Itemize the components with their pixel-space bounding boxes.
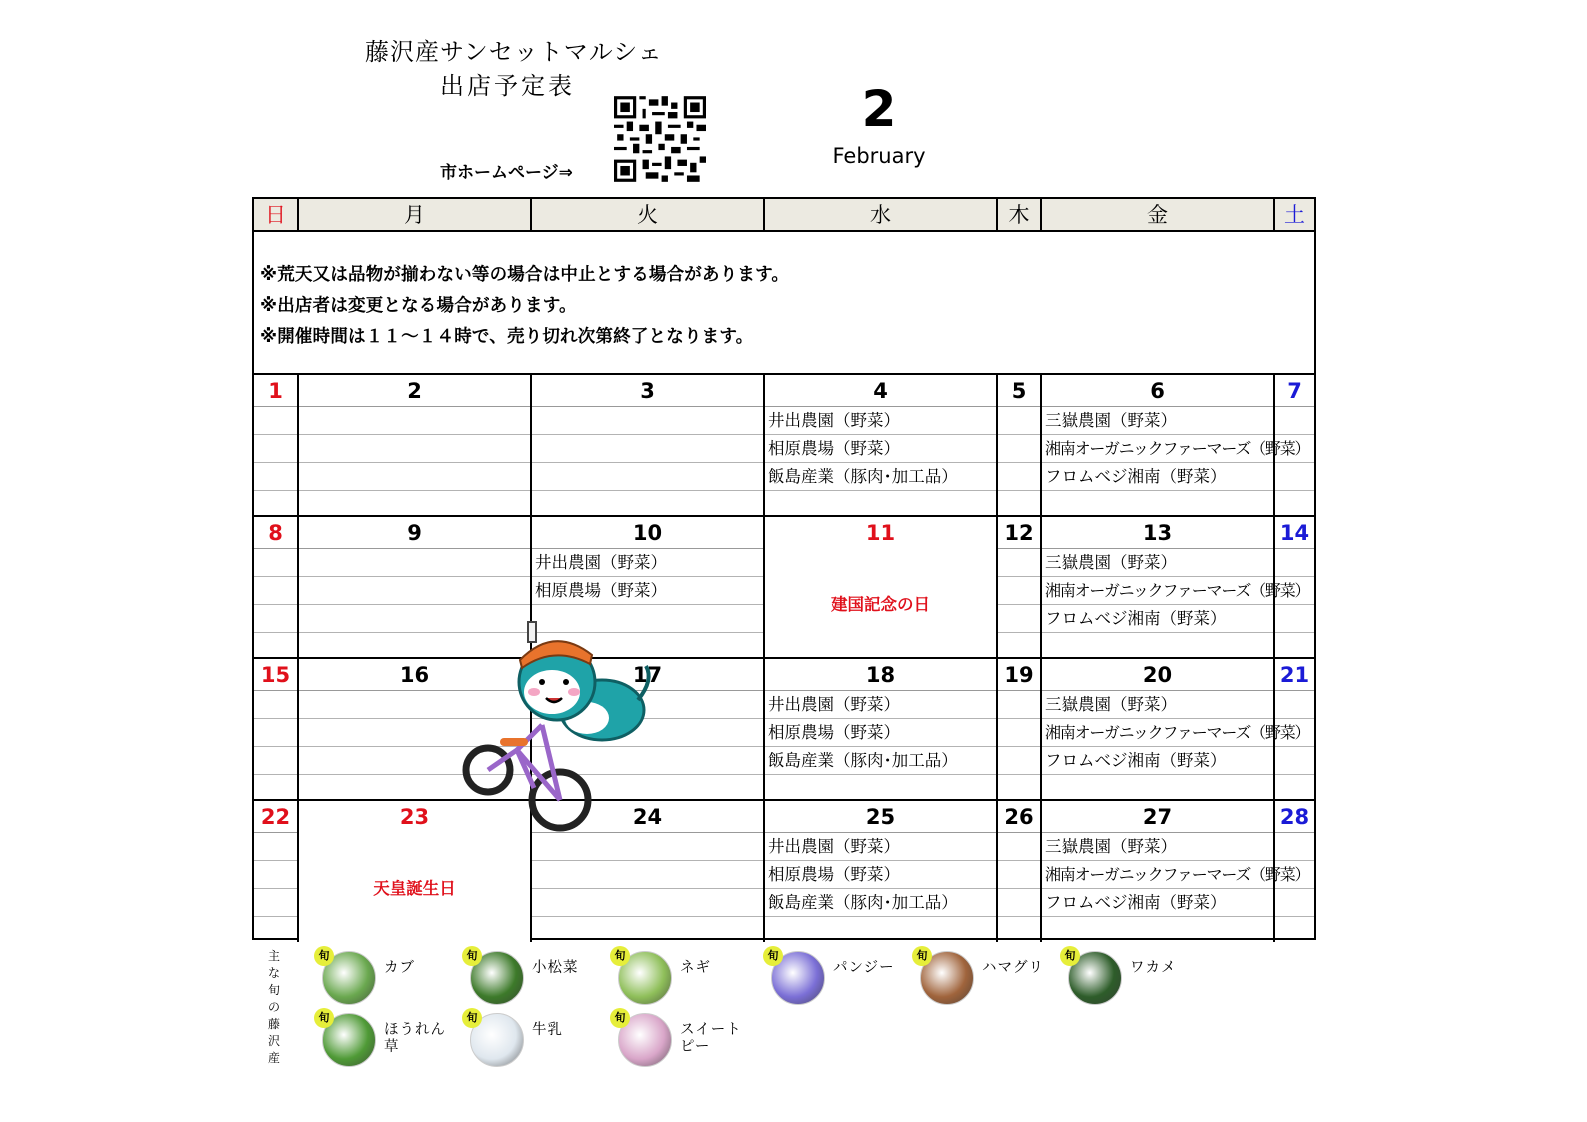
day-number: 15	[254, 659, 297, 691]
vendor-line	[1275, 605, 1314, 633]
seasonal-item	[912, 946, 1052, 1006]
day-number: 16	[299, 659, 530, 691]
vendor-line	[1275, 691, 1314, 719]
vendor-line	[1275, 435, 1314, 463]
weekday-wed: 水	[765, 199, 998, 232]
vendor-line: 相原農場（野菜）	[765, 435, 996, 463]
holiday-label: 天皇誕生日	[299, 832, 530, 942]
day-number: 27	[1042, 801, 1273, 833]
vendor-line	[1275, 833, 1314, 861]
calendar-grid	[252, 197, 1316, 940]
vendor-line	[299, 407, 530, 435]
day-cell	[532, 375, 765, 517]
day-cell	[1042, 375, 1310, 517]
vendor-line	[998, 605, 1040, 633]
vendor-line: 三嶽農園（野菜）	[1042, 407, 1273, 435]
vendor-line: 井出農園（野菜）	[765, 691, 996, 719]
seasonal-item	[462, 946, 602, 1006]
seasonal-item	[763, 946, 903, 1006]
day-cell	[254, 517, 299, 659]
page-subtitle: 出店予定表	[440, 72, 575, 100]
day-cell	[254, 659, 299, 801]
note-line: ※出店者は変更となる場合があります。	[260, 296, 577, 316]
season-badge: 旬	[610, 1008, 630, 1028]
vendor-line: フロムベジ湘南（野菜）	[1042, 889, 1273, 917]
month-name: February	[832, 144, 926, 168]
vendor-line: 井出農園（野菜）	[765, 833, 996, 861]
vendor-line: 飯島産業（豚肉･加工品）	[765, 463, 996, 491]
produce-name: ほうれん草	[384, 1022, 446, 1055]
vendor-line	[998, 463, 1040, 491]
produce-name: パンジー	[833, 960, 895, 976]
day-number: 20	[1042, 659, 1273, 691]
homepage-label: 市ホームページ⇒	[440, 163, 573, 183]
vendor-line: 三嶽農園（野菜）	[1042, 833, 1273, 861]
vendor-line	[254, 549, 297, 577]
weekday-thu: 木	[998, 199, 1042, 232]
weekday-tue: 火	[532, 199, 765, 232]
season-badge: 旬	[610, 946, 630, 966]
season-badge: 旬	[314, 946, 334, 966]
day-number: 23	[299, 801, 530, 833]
vendor-line	[1275, 577, 1314, 605]
seasonal-item	[610, 946, 750, 1006]
vendor-line	[532, 833, 763, 861]
vendor-line	[254, 435, 297, 463]
vendor-line	[532, 435, 763, 463]
day-number: 7	[1275, 375, 1314, 407]
holiday-label: 建国記念の日	[765, 548, 996, 657]
seasonal-item	[314, 946, 454, 1006]
seasonal-item	[610, 1008, 750, 1068]
day-number: 28	[1275, 801, 1314, 833]
day-number: 6	[1042, 375, 1273, 407]
day-cell	[998, 659, 1042, 801]
vendor-line	[532, 407, 763, 435]
day-cell	[765, 659, 998, 801]
vendor-line	[532, 491, 763, 518]
vendor-line	[998, 861, 1040, 889]
vendor-line	[254, 491, 297, 518]
day-cell	[1275, 659, 1314, 801]
day-number: 9	[299, 517, 530, 549]
vendor-line	[998, 833, 1040, 861]
page-title: 藤沢産サンセットマルシェ	[365, 38, 663, 66]
vendor-line	[998, 889, 1040, 917]
season-badge: 旬	[462, 946, 482, 966]
day-number: 1	[254, 375, 297, 407]
vendor-line	[254, 833, 297, 861]
day-number: 4	[765, 375, 996, 407]
produce-name: ワカメ	[1130, 960, 1177, 976]
vendor-line	[299, 549, 530, 577]
day-cell	[765, 517, 998, 659]
vendor-line	[299, 577, 530, 605]
vendor-line	[254, 861, 297, 889]
vendor-line	[1042, 917, 1273, 944]
vendor-line: 井出農園（野菜）	[765, 407, 996, 435]
seasonal-label: 主な旬の藤沢産	[267, 949, 280, 1065]
vendor-line	[254, 917, 297, 944]
vendor-line	[532, 917, 763, 944]
vendor-line	[1275, 861, 1314, 889]
vendor-line	[998, 435, 1040, 463]
day-number: 21	[1275, 659, 1314, 691]
produce-name: ネギ	[680, 960, 711, 976]
seasonal-item	[1060, 946, 1200, 1006]
vendor-line	[299, 463, 530, 491]
vendor-line	[1275, 491, 1314, 518]
weekday-mon: 月	[299, 199, 532, 232]
vendor-line	[254, 605, 297, 633]
day-cell	[998, 375, 1042, 517]
vendor-line	[1042, 491, 1273, 518]
vendor-line	[765, 917, 996, 944]
day-number: 10	[532, 517, 763, 549]
weekday-sat: 土	[1275, 199, 1314, 232]
vendor-line	[254, 719, 297, 747]
vendor-line	[532, 889, 763, 917]
vendor-line	[532, 463, 763, 491]
seasonal-item	[314, 1008, 454, 1068]
day-number: 22	[254, 801, 297, 833]
vendor-line: 相原農場（野菜）	[532, 577, 763, 605]
vendor-line	[1275, 633, 1314, 660]
day-number: 3	[532, 375, 763, 407]
day-number: 17	[532, 659, 763, 691]
vendor-line	[998, 491, 1040, 518]
day-number: 14	[1275, 517, 1314, 549]
weekday-fri: 金	[1042, 199, 1275, 232]
day-number: 18	[765, 659, 996, 691]
vendor-line	[299, 435, 530, 463]
day-number: 8	[254, 517, 297, 549]
vendor-line	[254, 633, 297, 660]
season-badge: 旬	[462, 1008, 482, 1028]
produce-name: 小松菜	[532, 960, 579, 976]
produce-name: スイートピー	[680, 1022, 742, 1055]
note-line: ※荒天又は品物が揃わない等の場合は中止とする場合があります。	[260, 265, 790, 285]
notes-box	[254, 232, 1314, 375]
season-badge: 旬	[1060, 946, 1080, 966]
day-number: 26	[998, 801, 1040, 833]
day-cell	[1275, 801, 1314, 942]
vendor-line	[254, 747, 297, 775]
vendor-line	[254, 407, 297, 435]
season-badge: 旬	[314, 1008, 334, 1028]
day-cell	[998, 517, 1042, 659]
vendor-line: 湘南オーガニックファーマーズ（野菜）	[1042, 435, 1273, 463]
weekday-sun: 日	[254, 199, 299, 232]
day-cell	[1275, 375, 1314, 517]
vendor-line: 相原農場（野菜）	[765, 861, 996, 889]
qr-code-icon[interactable]	[614, 96, 706, 182]
day-number: 5	[998, 375, 1040, 407]
vendor-line	[254, 463, 297, 491]
month-number: 2	[861, 80, 897, 138]
vendor-line	[998, 577, 1040, 605]
produce-name: カブ	[384, 960, 415, 976]
vendor-line	[254, 691, 297, 719]
day-cell	[254, 801, 299, 942]
vendor-line: 湘南オーガニックファーマーズ（野菜）	[1042, 719, 1273, 747]
vendor-line	[532, 861, 763, 889]
vendor-line	[998, 549, 1040, 577]
produce-name: ハマグリ	[982, 960, 1044, 976]
note-line: ※開催時間は１１～１４時で、売り切れ次第終了となります。	[260, 327, 754, 347]
day-number: 2	[299, 375, 530, 407]
mascot-cyclist-illustration	[462, 620, 658, 835]
day-cell	[254, 375, 299, 517]
vendor-line	[1275, 719, 1314, 747]
day-cell	[998, 801, 1042, 942]
season-badge: 旬	[763, 946, 783, 966]
vendor-line	[1275, 463, 1314, 491]
day-number: 11	[765, 517, 996, 549]
vendor-line: 井出農園（野菜）	[532, 549, 763, 577]
vendor-line	[765, 491, 996, 518]
vendor-line	[254, 775, 297, 802]
day-number: 24	[532, 801, 763, 833]
vendor-line	[1275, 889, 1314, 917]
vendor-line: 三嶽農園（野菜）	[1042, 691, 1273, 719]
vendor-line	[998, 719, 1040, 747]
day-cell	[765, 801, 998, 942]
vendor-line	[1275, 549, 1314, 577]
seasonal-item	[462, 1008, 602, 1068]
vendor-line	[1042, 775, 1273, 802]
vendor-line	[1275, 775, 1314, 802]
vendor-line: 飯島産業（豚肉･加工品）	[765, 889, 996, 917]
vendor-line	[998, 633, 1040, 660]
day-number: 25	[765, 801, 996, 833]
day-number: 13	[1042, 517, 1273, 549]
day-cell	[299, 375, 532, 517]
vendor-line	[998, 691, 1040, 719]
vendor-line	[765, 775, 996, 802]
vendor-line	[998, 407, 1040, 435]
vendor-line: フロムベジ湘南（野菜）	[1042, 605, 1273, 633]
day-cell	[765, 375, 998, 517]
produce-name: 牛乳	[532, 1022, 563, 1038]
vendor-line	[1275, 407, 1314, 435]
vendor-line: フロムベジ湘南（野菜）	[1042, 463, 1273, 491]
vendor-line	[1042, 633, 1273, 660]
vendor-line: 飯島産業（豚肉･加工品）	[765, 747, 996, 775]
day-cell	[1275, 517, 1314, 659]
day-number: 19	[998, 659, 1040, 691]
day-number: 12	[998, 517, 1040, 549]
vendor-line: フロムベジ湘南（野菜）	[1042, 747, 1273, 775]
vendor-line: 湘南オーガニックファーマーズ（野菜）	[1042, 861, 1273, 889]
vendor-line	[254, 889, 297, 917]
vendor-line	[299, 491, 530, 518]
vendor-line	[998, 747, 1040, 775]
vendor-line: 三嶽農園（野菜）	[1042, 549, 1273, 577]
season-badge: 旬	[912, 946, 932, 966]
vendor-line	[1275, 917, 1314, 944]
vendor-line	[998, 917, 1040, 944]
vendor-line	[254, 577, 297, 605]
vendor-line: 相原農場（野菜）	[765, 719, 996, 747]
vendor-line	[998, 775, 1040, 802]
vendor-line: 湘南オーガニックファーマーズ（野菜）	[1042, 577, 1273, 605]
vendor-line	[1275, 747, 1314, 775]
